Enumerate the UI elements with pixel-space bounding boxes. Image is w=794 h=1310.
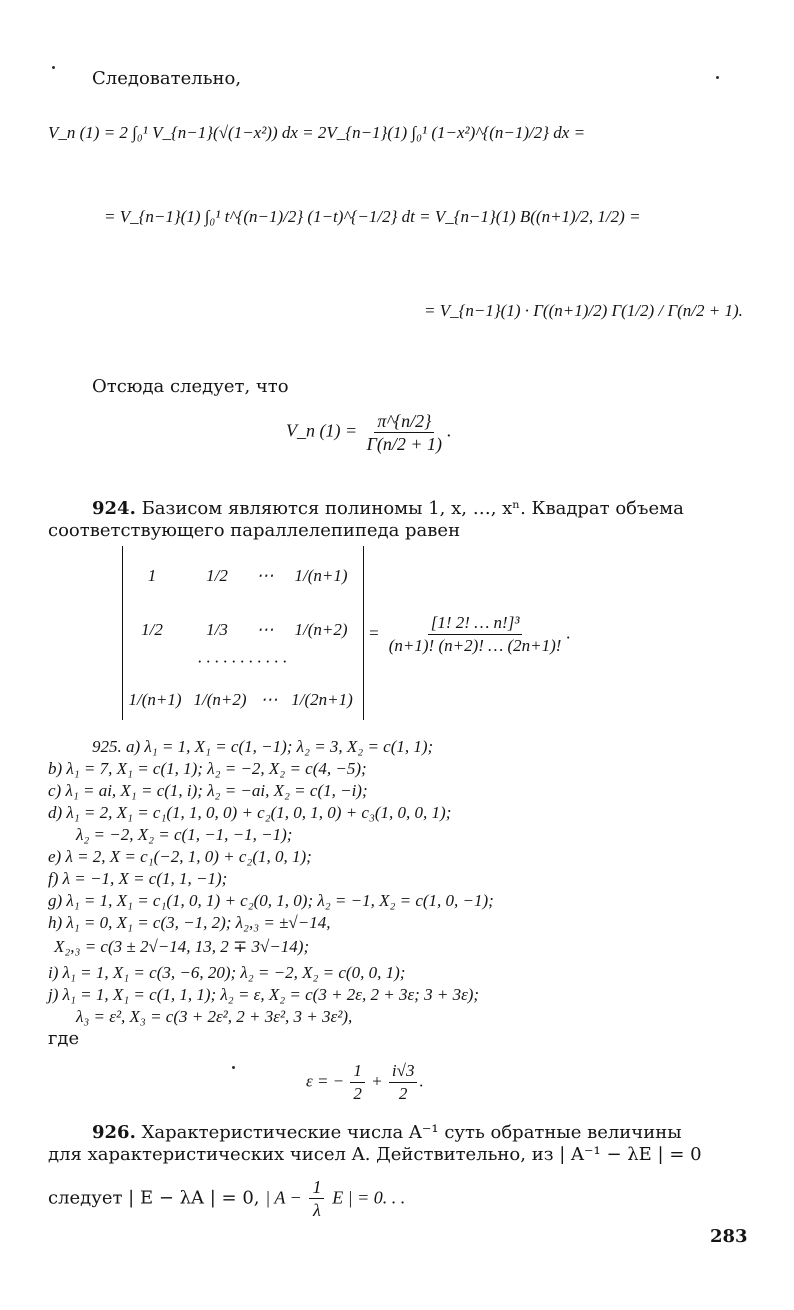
problem-926-line-2: для характеристических чисел A. Действительно, из | A⁻¹ − λE | = 0 [48,1144,702,1165]
answer-925-h: h) λ₁ = 0, X₁ = c(3, −1, 2); λ₂,₃ = ±√−14, [48,913,331,932]
problem-926-line-1 [92,1122,682,1144]
problem-924-line-2: соответствующего параллелепипеда равен [48,520,461,541]
det-cell: 1/(n+1) [294,566,348,585]
problem-924-text-1: Базисом являются полиномы 1, x, …, xⁿ. Квадрат объема [141,498,684,519]
det-cell: ⋯ [260,690,278,709]
scan-speck [232,1066,235,1069]
answer-925-i: i) λ₁ = 1, X₁ = c(3, −6, 20); λ₂ = −2, X₂ = c(0, 0, 1); [48,963,406,982]
equation-line-1: V_n (1) = 2 ∫₀¹ V_{n−1}(√(1−x²)) dx = 2V_{n−1}(1) ∫₀¹ (1−x²)^{(n−1)/2} dx = [48,123,586,142]
answer-925-d: d) λ₁ = 2, X₁ = c₁(1, 1, 0, 0) + c₂(1, 0, 1, 0) + c₃(1, 0, 0, 1); [48,803,452,822]
answer-925-e: e) λ = 2, X = c₁(−2, 1, 0) + c₂(1, 0, 1); [48,847,312,866]
answer-925-a: 925. a) λ₁ = 1, X₁ = c(1, −1); λ₂ = 3, X₂ = c(1, 1); [92,737,434,756]
gde-text: где [48,1028,80,1049]
answer-925-b: b) λ₁ = 7, X₁ = c(1, 1); λ₂ = −2, X₂ = c(4, −5); [48,759,367,778]
epsilon-lhs: ε = − [306,1071,345,1091]
det-cell: 1/2 [206,566,228,585]
answer-925-j-2: λ₃ = ε², X₃ = c(3 + 2ε², 2 + 3ε², 3 + 3ε²), [76,1007,353,1026]
problem-924-line-1 [92,498,684,520]
answer-925-c: c) λ₁ = ai, X₁ = c(1, i); λ₂ = −ai, X₂ = c(1, −i); [48,781,368,800]
result-numerator: π^{n/2} [374,410,434,433]
det-cell: 1/(2n+1) [291,690,353,709]
result-formula [286,410,452,455]
det-cell: 1 [147,566,157,585]
det-cell: 1/(n+2) [193,690,247,709]
problem-926-text-3a: следует | E − λA | = 0, [48,1187,260,1209]
det-equals: = [368,623,380,643]
scan-speck [52,66,55,69]
problem-926-line-3 [48,1176,405,1221]
answer-925-g: g) λ₁ = 1, X₁ = c₁(1, 0, 1) + c₂(0, 1, 0); λ₂ = −1, X₂ = c(1, 0, −1); [48,891,494,910]
det-result-period: . [566,623,571,643]
result-denominator: Γ(n/2 + 1) [366,434,443,454]
result-period: . [447,420,452,441]
epsilon-f1-den: 2 [353,1084,362,1103]
det-result [368,612,571,657]
det-cell: ⋯ [256,620,274,639]
epsilon-period: . [419,1071,424,1091]
det-cell: 1/3 [206,620,228,639]
problem-926-fraction [309,1176,324,1221]
epsilon-f2-num: i√3 [389,1060,418,1083]
det-dots-row: · · · · · · · · · · · [197,652,287,671]
problem-924-number: 924. [92,498,136,519]
det-cell: 1/(n+2) [294,620,348,639]
epsilon-f1-num: 1 [350,1060,365,1083]
problem-926-number: 926. [92,1122,136,1143]
otsyuda-text: Отсюда следует, что [92,376,289,397]
result-fraction [364,410,445,455]
det-result-denominator: (n+1)! (n+2)! … (2n+1)! [388,636,562,655]
answer-925-j: j) λ₁ = 1, X₁ = c(1, 1, 1); λ₂ = ε, X₂ = c(3 + 2ε, 2 + 3ε; 3 + 3ε); [48,985,480,1004]
epsilon-fraction-2 [389,1060,418,1105]
problem-926-text-3b: | A − [265,1187,302,1208]
epsilon-plus: + [371,1071,383,1091]
result-lhs: V_n (1) = [286,420,358,441]
equation-line-2: = V_{n−1}(1) ∫₀¹ t^{(n−1)/2} (1−t)^{−1/2} dt = V_{n−1}(1) B((n+1)/2, 1/2) = [104,207,641,226]
answer-925-h-2: X₂,₃ = c(3 ± 2√−14, 13, 2 ∓ 3√−14); [54,937,310,956]
problem-926-text-3c: E | = 0. . . [332,1187,406,1208]
equation-line-3: = V_{n−1}(1) · Γ((n+1)/2) Γ(1/2) / Γ(n/2 + 1). [424,301,743,320]
answer-925-d-2: λ₂ = −2, X₂ = c(1, −1, −1, −1); [76,825,293,844]
problem-926-frac-den: λ [313,1200,321,1220]
problem-926-text-1: Характеристические числа A⁻¹ суть обратные величины [141,1122,682,1143]
epsilon-fraction-1 [350,1060,365,1105]
scan-speck [716,76,719,79]
page-number: 283 [710,1226,748,1247]
det-cell: 1/2 [141,620,163,639]
det-cell: 1/(n+1) [128,690,182,709]
epsilon-f2-den: 2 [398,1084,408,1103]
answer-925-f: f) λ = −1, X = c(1, 1, −1); [48,869,228,888]
problem-926-frac-num: 1 [309,1176,324,1199]
intro-text: Следовательно, [92,68,242,89]
det-cell: ⋯ [256,566,274,585]
det-result-fraction [386,612,565,657]
det-result-numerator: [1! 2! … n!]³ [428,612,523,635]
epsilon-formula [306,1060,424,1105]
